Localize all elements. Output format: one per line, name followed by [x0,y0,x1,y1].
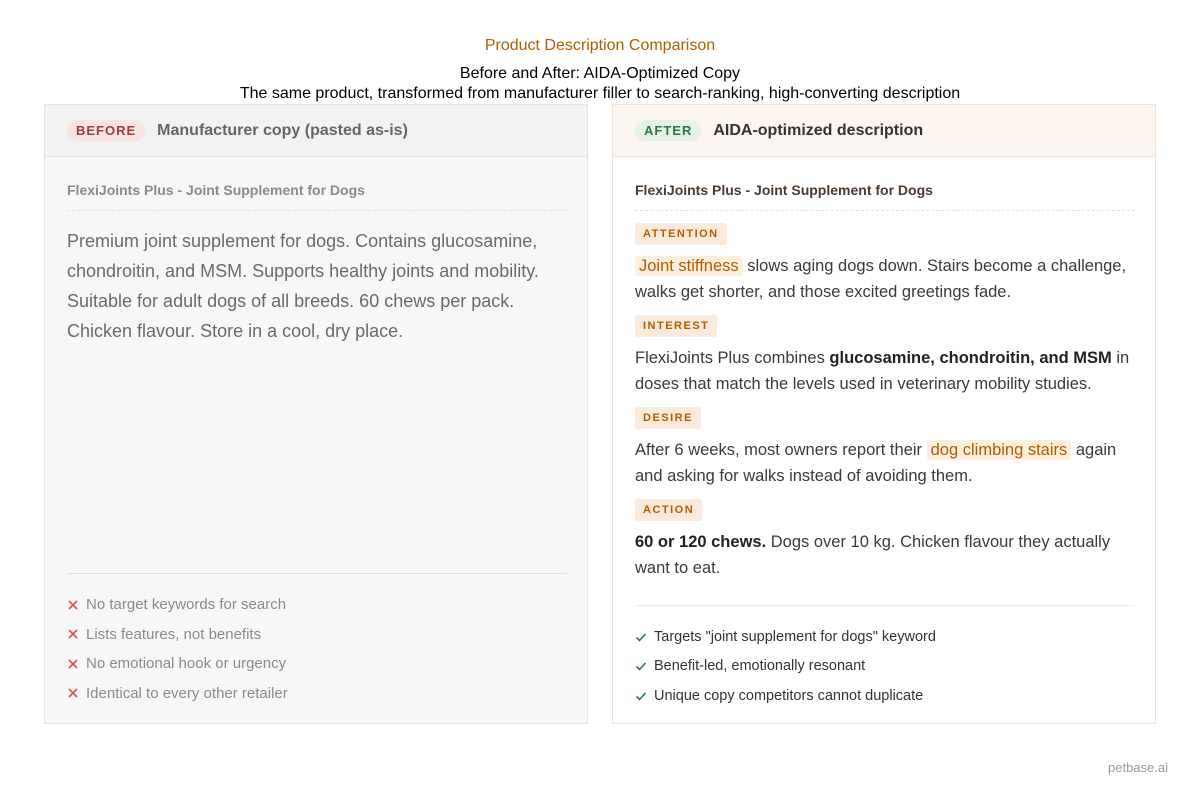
before-panel [44,104,588,724]
eyebrow-label: Product Description Comparison [484,37,716,54]
issue-item [67,620,567,650]
attention-text: slows aging dogs down. Stairs become a challenge, walks get shorter, and those excited greetings fade. [635,257,1127,301]
attention-highlight: Joint stiffness [635,256,743,276]
action-tag: ACTION [635,499,702,521]
check-icon [635,631,647,643]
attention-tag: ATTENTION [635,223,727,245]
desire-highlight: dog climbing stairs [927,440,1072,460]
interest-paragraph [635,345,1135,397]
benefit-label: Benefit-led, emotionally resonant [654,658,866,675]
before-issues-list [67,573,567,708]
interest-text-before: FlexiJoints Plus combines [635,349,830,367]
after-badge: AFTER [635,120,701,141]
issue-item [67,590,567,620]
issue-label: No emotional hook or urgency [86,655,287,673]
benefit-item [635,681,1135,711]
interest-strong: glucosamine, chondroitin, and MSM [829,349,1112,367]
before-product-name: FlexiJoints Plus - Joint Supplement for Dogs [67,182,567,211]
x-icon [67,687,79,699]
after-panel-header [613,105,1155,157]
desire-tag: DESIRE [635,407,701,429]
check-icon [635,660,647,672]
issue-item [67,649,567,679]
before-badge: BEFORE [67,120,145,141]
action-strong: 60 or 120 chews. [635,533,767,551]
issue-label: Lists features, not benefits [86,625,262,643]
brand-watermark: petbase.ai [1108,760,1168,775]
benefit-label: Unique copy competitors cannot duplicate [654,687,924,704]
benefit-item [635,622,1135,652]
desire-text-before: After 6 weeks, most owners report their [635,441,927,459]
issue-label: No target keywords for search [86,596,287,614]
before-panel-header [45,105,587,157]
action-text: Dogs over 10 kg. Chicken flavour they actually want to eat. [635,533,1111,577]
action-paragraph [635,529,1135,581]
page-subtitle: The same product, transformed from manufacturer filler to search-ranking, high-converting description [239,85,961,102]
desire-paragraph [635,437,1135,489]
desire-text-after: again and asking for walks instead of avoiding them. [635,441,1117,485]
issue-label: Identical to every other retailer [86,684,288,702]
benefit-item [635,652,1135,682]
after-panel-title: AIDA-optimized description [713,121,924,139]
page-title: Before and After: AIDA-Optimized Copy [459,65,741,82]
after-benefits-list [635,605,1135,711]
x-icon [67,658,79,670]
interest-text-after: in doses that match the levels used in veterinary mobility studies. [635,349,1130,393]
issue-item [67,679,567,709]
aida-sections [635,223,1135,591]
before-copy-text: Premium joint supplement for dogs. Contains glucosamine, chondroitin, and MSM. Supports healthy joints and mobility. Suitable for adult dogs of all breeds. 60 chews per pack. Chicken flavour. Store in a cool, dry place. [67,231,539,341]
after-panel [612,104,1156,724]
after-product-name: FlexiJoints Plus - Joint Supplement for Dogs [635,182,1135,211]
before-panel-title: Manufacturer copy (pasted as-is) [157,121,408,139]
benefit-label: Targets "joint supplement for dogs" keyword [654,628,936,645]
x-icon [67,599,79,611]
attention-paragraph [635,253,1135,305]
check-icon [635,690,647,702]
interest-tag: INTEREST [635,315,717,337]
x-icon [67,628,79,640]
